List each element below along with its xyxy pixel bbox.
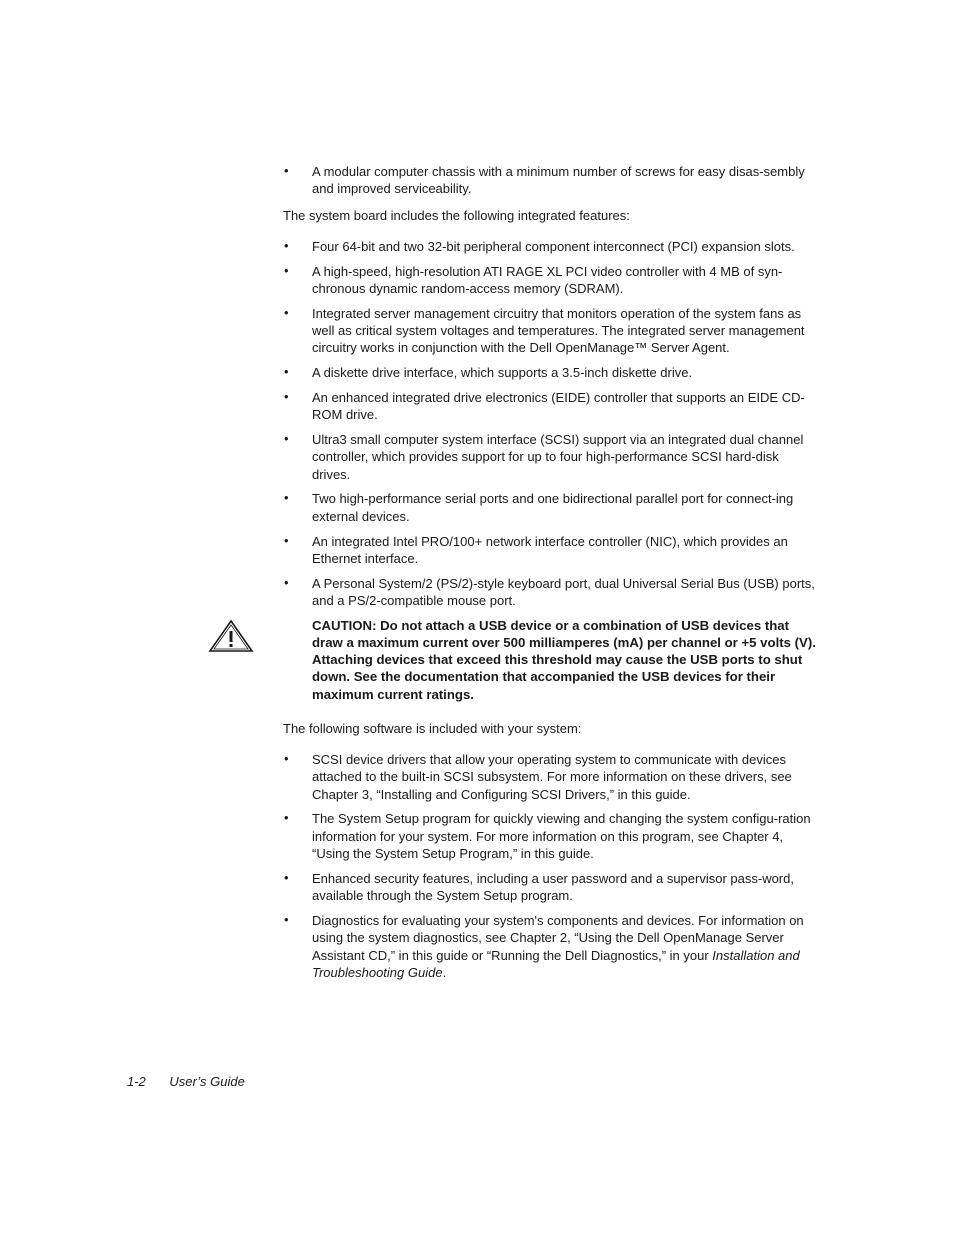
- bullet-icon: •: [284, 911, 289, 927]
- bullet-icon: •: [284, 532, 289, 548]
- bullet-list-software: [283, 751, 818, 981]
- list-item: [283, 263, 818, 298]
- caution-notice: [283, 617, 818, 703]
- caution-text: CAUTION: Do not attach a USB device or a combination of USB devices that draw a maximum current over 500 milliamperes (mA) per channel or +5 volts (V). Attaching devices that exceed this threshold may cause the USB ports to shut down. See the documentation that accompanied the USB devices for their maximum current ratings.: [312, 617, 816, 702]
- intro-system-board: The system board includes the following integrated features:: [283, 207, 630, 223]
- page-content: [283, 163, 818, 989]
- list-item-text: A Personal System/2 (PS/2)-style keyboard port, dual Universal Serial Bus (USB) ports, and a PS/2-compatible mouse port.: [312, 575, 815, 608]
- bullet-icon: •: [284, 574, 289, 590]
- list-item-end: .: [442, 964, 447, 980]
- bullet-list-board: [283, 238, 818, 609]
- document-title: User’s Guide: [169, 1074, 245, 1089]
- list-item-text: An integrated Intel PRO/100+ network interface controller (NIC), which provides an Ethernet interface.: [312, 533, 788, 566]
- page-footer: [127, 1074, 245, 1089]
- bullet-icon: •: [284, 237, 289, 253]
- list-item: [283, 533, 818, 568]
- list-item-text: Integrated server management circuitry that monitors operation of the system fans as well as critical system voltages and temperatures. The integrated server management circuitry works in conjunction with the Dell OpenManage™ Server Agent.: [312, 305, 805, 356]
- list-item-text: A modular computer chassis with a minimum number of screws for easy disas-sembly and improved serviceability.: [312, 164, 805, 197]
- bullet-icon: •: [284, 163, 289, 178]
- bullet-icon: •: [284, 869, 289, 885]
- list-item: [283, 810, 818, 862]
- list-item: [283, 575, 818, 610]
- bullet-icon: •: [284, 431, 289, 447]
- list-item: [283, 912, 818, 981]
- list-item: [283, 305, 818, 357]
- list-item: [283, 163, 818, 198]
- list-item: [283, 364, 818, 381]
- bullet-list-top: [283, 163, 818, 198]
- bullet-icon: •: [284, 490, 289, 506]
- list-item-text: SCSI device drivers that allow your operating system to communicate with devices attached to the built-in SCSI subsystem. For more information on these drivers, see Chapter 3, “Installing and Configuring SCSI Drivers,” in this guide.: [312, 752, 792, 802]
- page-number: 1-2: [127, 1074, 146, 1089]
- list-item: [283, 238, 818, 255]
- list-item-text: Ultra3 small computer system interface (SCSI) support via an integrated dual channel controller, which provides support for up to four high-performance SCSI hard-disk drives.: [312, 432, 804, 482]
- bullet-icon: •: [284, 304, 289, 320]
- bullet-icon: •: [284, 262, 289, 278]
- list-item: [283, 870, 818, 905]
- warning-triangle-icon: [208, 619, 254, 653]
- list-item-text: Two high-performance serial ports and one bidirectional parallel port for connect-ing external devices.: [312, 491, 794, 524]
- list-item: [283, 431, 818, 483]
- list-item-text: The System Setup program for quickly viewing and changing the system configu-ration information for your system. For more information on this program, see Chapter 4, “Using the System Setup Program,” in this guide.: [312, 811, 811, 862]
- bullet-icon: •: [284, 751, 289, 767]
- list-item-text: A high-speed, high-resolution ATI RAGE XL PCI video controller with 4 MB of syn-chronous dynamic random-access memory (SDRAM).: [312, 263, 783, 296]
- bullet-icon: •: [284, 388, 289, 404]
- list-item: [283, 490, 818, 525]
- list-item-text: Diagnostics for evaluating your system's components and devices. For information on using the system diagnostics, see Chapter 2, “Using the Dell OpenManage Server Assistant CD,” in this guide or “Running the Dell Diagnostics,” in your: [312, 912, 804, 963]
- list-item-text: A diskette drive interface, which supports a 3.5-inch diskette drive.: [312, 365, 693, 381]
- list-item-text: Enhanced security features, including a user password and a supervisor pass-word, available through the System Setup program.: [312, 870, 794, 904]
- bullet-icon: •: [284, 810, 289, 826]
- bullet-icon: •: [284, 364, 289, 380]
- list-item-text: An enhanced integrated drive electronics (EIDE) controller that supports an EIDE CD-ROM drive.: [312, 389, 805, 423]
- list-item: [283, 389, 818, 424]
- list-item: [283, 751, 818, 803]
- guide-title-reference: Installation and Troubleshooting Guide: [312, 947, 800, 980]
- list-item-text: Four 64-bit and two 32-bit peripheral component interconnect (PCI) expansion slots.: [312, 238, 795, 254]
- intro-software: The following software is included with your system:: [283, 720, 582, 736]
